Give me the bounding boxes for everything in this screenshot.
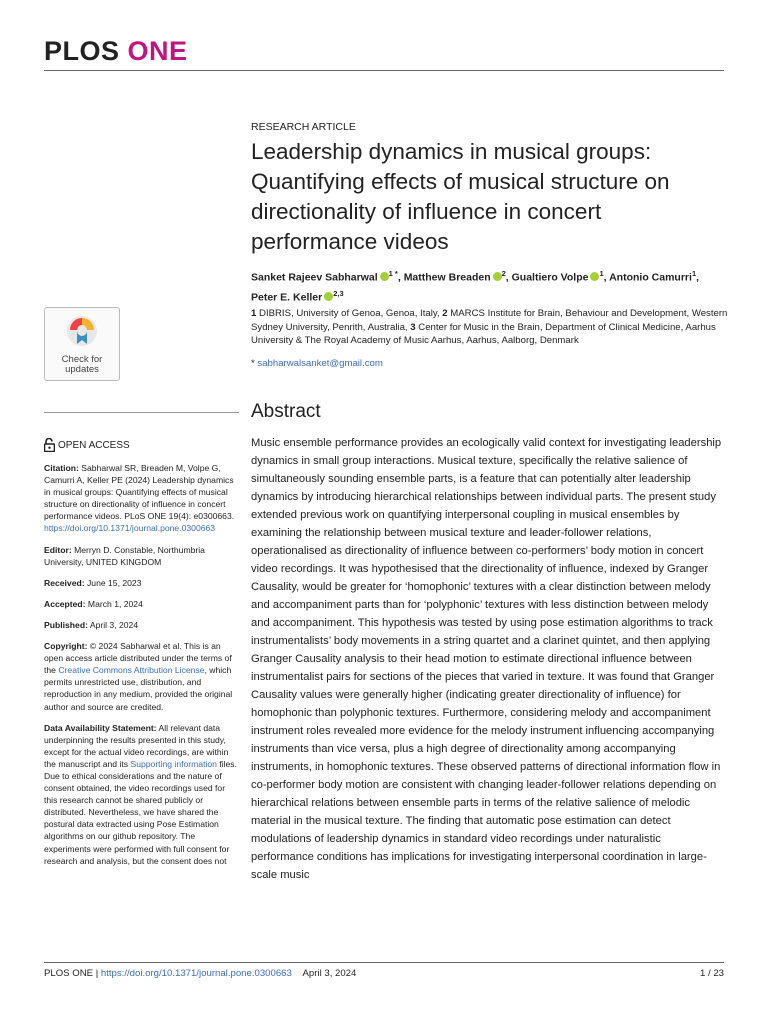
open-access-label [44,438,130,452]
orcid-icon[interactable] [380,272,389,281]
crossmark-icon [65,314,99,348]
check-for-updates-badge[interactable] [44,307,120,381]
author-affiliation-marker: 1 [691,269,697,278]
affiliation-number: 1 [251,308,257,319]
corresponding-author [251,358,383,369]
corresponding-marker: * [251,358,255,369]
author-name: Sanket Rajeev Sabharwal [251,271,378,284]
author-separator: , [696,271,700,284]
page-number: 1 / 23 [699,968,724,979]
author-affiliation-marker: 1 * [388,269,398,278]
accepted-date: March 1, 2024 [85,598,143,609]
open-access-text: OPEN ACCESS [58,439,130,451]
author-list [251,266,731,305]
footer-doi-link[interactable]: https://doi.org/10.1371/journal.pone.0300663 [100,968,292,979]
citation-block [44,462,240,535]
copyright-text-1: © 2024 Sabharwal et al. This is an open access article distributed under the terms of the [44,641,232,676]
received-date: June 15, 2023 [84,577,142,588]
affiliation-number: 2 [442,308,448,319]
citation-text: Sabharwal SR, Breaden M, Volpe G, Camurri A, Keller PE (2024) Leadership dynamics in musical groups: Quantifying effects of musical structure on directionality of influence in concert performance videos. PLoS ONE 19(4): e0300663. [44,463,235,522]
journal-logo [44,36,188,67]
data-availability-text-1: All relevant data underpinning the results presented in this study, except for the actual video recordings, are within the manuscript and its [44,722,229,769]
footer-divider [44,962,724,963]
abstract-body [251,434,723,884]
article-title: Leadership dynamics in musical groups: Quantifying effects of musical structure on directionality of influence in concert performance videos [251,139,670,254]
affiliations [251,307,731,348]
header-divider [44,70,724,71]
author-affiliation-marker: 2 [501,269,506,278]
copyright-label: Copyright: [44,641,88,652]
published-block [44,619,240,631]
affiliation-text: MARCS Institute for Brain, Behaviour and Development, Western Sydney University, Penrith, Australia, [251,308,728,333]
author-separator: , [505,271,512,284]
published-label: Published: [44,619,88,630]
logo-plos: PLOS [44,36,120,66]
editor-text: Merryn D. Constable, Northumbria University, UNITED KINGDOM [44,544,205,567]
author-affiliation-marker: 1 [599,269,604,278]
footer-date: April 3, 2024 [302,968,357,979]
check-updates-line2: updates [65,364,99,375]
data-availability-block [44,722,240,867]
open-lock-icon [44,438,55,452]
author-name: Gualtiero Volpe [511,271,589,284]
sidebar-divider [44,412,239,413]
author-name: Matthew Breaden [403,271,491,284]
citation-label: Citation: [44,463,79,473]
affiliation-text: Center for Music in the Brain, Department of Clinical Medicine, Aarhus University & The Royal Academy of Music Aarhus, Aarhus, Aalborg, Denmark [251,321,716,346]
creative-commons-link[interactable]: Creative Commons Attribution License [58,665,205,676]
orcid-icon[interactable] [493,272,502,281]
check-updates-line1: Check for [61,354,103,365]
copyright-text-2: , which permits unrestricted use, distribution, and reproduction in any medium, provided the original author and source are credited. [44,665,233,712]
author-affiliation-marker: 2,3 [333,288,344,298]
data-availability-label: Data Availability Statement: [44,722,157,733]
published-date: April 3, 2024 [87,619,139,630]
data-availability-text-2: files. Due to ethical considerations and the nature of consent obtained, the video recordings used for this research cannot be shared publicly or distributed. Nevertheless, we have shared the postural data extracted using Pose Estimation algorithms on our github repository. The experiments were performed with full consent for research and analysis, but the consent does not [44,758,237,866]
supporting-information-link[interactable]: Supporting information [130,758,217,769]
orcid-icon[interactable] [590,272,599,281]
accepted-label: Accepted: [44,598,86,609]
corresponding-email-link[interactable]: sabharwalsanket@gmail.com [257,358,383,369]
footer-journal: PLOS ONE | [44,968,101,979]
received-block [44,577,240,589]
received-label: Received: [44,577,85,588]
abstract-text: Music ensemble performance provides an ecologically valid context for investigating leadership dynamics in small group interactions. Musical texture, specifically the relative salience of simultaneously sounding ensemble parts, is a feature that can potentially alter leadership dynamics by introducing hierarchical relationships between individual parts. The present study extended previous work on quantifying interpersonal coupling in musical ensembles by examining the relationship between musical texture and leader-follower relations, operationalised as directionality of influence between co-performers’ body motion in concert video recordings. It was hypothesised that the directionality of influence, indexed by Granger Causality, would be greater for ‘homophonic’ textures with a clear distinction between melody and accompaniment parts than for ‘polyphonic’ textures with less distinction between melody and accompaniment. This hypothesis was tested by using pose estimation algorithms to track instrumentalists’ body movements in a string quartet and a clarinet quintet, and then applying Granger Causality analysis to their head motion to estimate directional influence between instrumentalist pairs for sections of the pieces that varied in texture. It was found that Granger Causality values were generally higher (indicating greater directionality of influence) for homophonic than polyphonic textures. Furthermore, considering melody and accompaniment instrument roles revealed more evidence for the melody instrument influencing accompanying instruments than vice versa, plus a high degree of directionality among accompanying instruments, in homophonic textures. These observed patterns of directional information flow in co-performer body motion are consistent with changing leader-follower relations depending on hierarchical relations between ensemble parts in terms of the relative salience of melodic material in the musical texture. The finding that automatic pose estimation can detect modulations of leadership dynamics in standard video recordings under naturalistic performance conditions has implications for investigating interpersonal coordination in large-scale music [251,437,722,881]
editor-label: Editor: [44,544,72,555]
copyright-block [44,640,240,713]
affiliation-number: 3 [410,321,416,333]
affiliation-text: DIBRIS, University of Genoa, Genoa, Italy, [256,308,443,319]
author-separator: , [397,271,404,284]
accepted-block [44,598,240,610]
logo-one: ONE [127,36,188,66]
article-type: RESEARCH ARTICLE [251,121,356,133]
editor-block [44,544,240,568]
author-name: Peter E. Keller [251,291,323,303]
author-separator: , [603,271,610,284]
article-metadata-sidebar [44,462,240,876]
orcid-icon[interactable] [324,292,333,301]
footer-citation [44,968,356,979]
abstract-heading: Abstract [251,401,321,422]
author-name: Antonio Camurri [609,271,692,284]
citation-doi-link[interactable]: https://doi.org/10.1371/journal.pone.0300663 [44,523,216,534]
